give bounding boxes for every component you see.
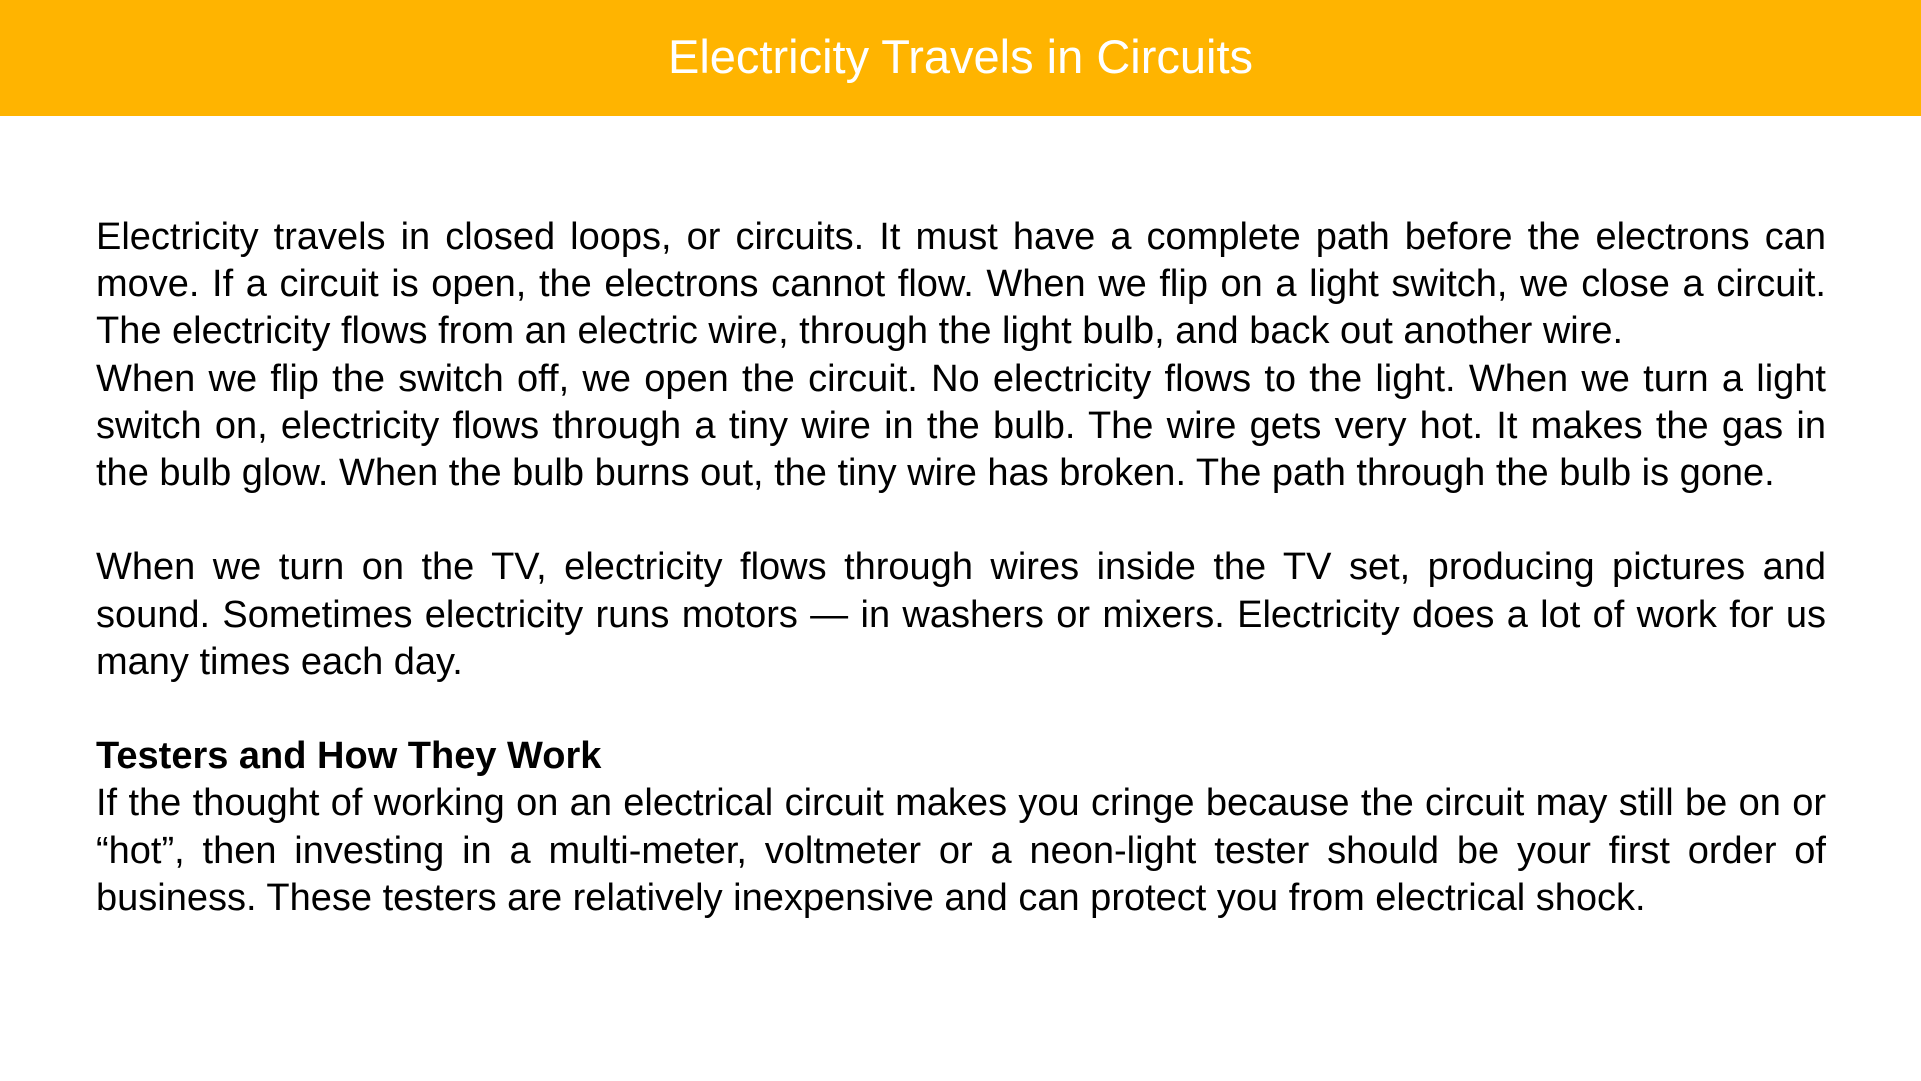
paragraph-spacer bbox=[96, 686, 1826, 733]
document-body bbox=[96, 214, 1826, 922]
paragraph-light-switch: When we flip the switch off, we open the circuit. No electricity flows to the light. When we turn a light switch on, electricity flows through a tiny wire in the bulb. The wire gets very hot. It makes the gas in the bulb glow. When the bulb burns out, the tiny wire has broken. The path through the bulb is gone. bbox=[96, 357, 1826, 495]
paragraph-circuits-intro: Electricity travels in closed loops, or circuits. It must have a complete path before the electrons can move. If a circuit is open, the electrons cannot flow. When we flip on a light switch, we close a circuit. The electricity flows from an electric wire, through the light bulb, and back out another wire. bbox=[96, 216, 1826, 353]
paragraph-appliances: When we turn on the TV, electricity flows through wires inside the TV set, producing pictures and sound. Sometimes electricity runs motors — in washers or mixers. Electricity does a lot of work for us many times each day. bbox=[96, 546, 1826, 683]
section-heading-testers: Testers and How They Work bbox=[96, 735, 602, 778]
paragraph-testers: If the thought of working on an electrical circuit makes you cringe because the circuit may still be on or “hot”, then investing in a multi-meter, voltmeter or a neon-light tester should be your first order of business. These testers are relatively inexpensive and can protect you from electrical shock. bbox=[96, 782, 1826, 919]
paragraph-spacer bbox=[96, 497, 1826, 544]
page-title: Electricity Travels in Circuits bbox=[668, 29, 1253, 83]
header-bar bbox=[0, 0, 1921, 116]
